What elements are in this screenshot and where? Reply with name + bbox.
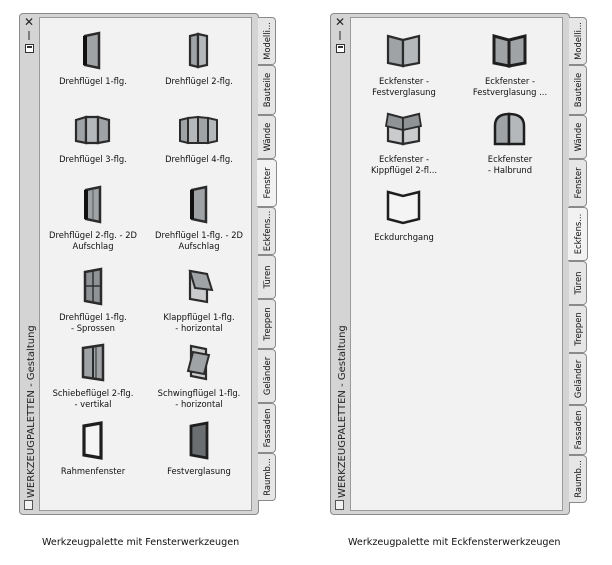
tab-raumbegrenzung[interactable]: Raumb...: [569, 455, 587, 503]
tool-schwingfluegel-horizontal[interactable]: Schwingflügel 1-flg. - horizontal: [146, 342, 252, 410]
corner-window-hopper-icon: [382, 108, 426, 150]
tool-klappfluegel-horizontal[interactable]: Klappflügel 1-flg. - horizontal: [146, 266, 252, 334]
tab-waende[interactable]: Wände: [569, 115, 587, 159]
palette-title: WERKZEUGPALETTEN - Gestaltung: [337, 325, 348, 498]
palette-menu-icon[interactable]: [24, 500, 33, 510]
fixed-glazing-icon: [179, 420, 219, 462]
corner-window-semicircular-icon: [488, 108, 532, 150]
tab-tueren[interactable]: Türen: [258, 255, 276, 299]
tab-fenster[interactable]: Fenster: [257, 159, 277, 207]
corner-opening-icon: [382, 186, 426, 228]
tool-drehfluegel-4flg[interactable]: Drehflügel 4-flg.: [146, 108, 252, 165]
awning-window-icon: [179, 266, 219, 308]
tab-modelli[interactable]: Modelli...: [569, 17, 587, 65]
tab-bauteile[interactable]: Bauteile: [258, 65, 276, 115]
tab-gelaender[interactable]: Geländer: [258, 349, 276, 403]
caption-right: Werkzeugpalette mit Eckfensterwerkzeugen: [348, 537, 561, 548]
tab-raumbegrenzung[interactable]: Raumb...: [258, 453, 276, 501]
double-casement-window-icon: [179, 30, 219, 72]
corner-window-fixed-2-icon: [488, 30, 532, 72]
tool-drehfluegel-sprossen[interactable]: Drehflügel 1-flg. - Sprossen: [40, 266, 146, 334]
tab-fenster[interactable]: Fenster: [569, 159, 587, 207]
tab-gelaender[interactable]: Geländer: [569, 353, 587, 405]
palette-tabs: [258, 13, 288, 515]
palette-content: [350, 17, 563, 511]
tool-palette-corner-windows: [330, 13, 598, 515]
auto-hide-icon[interactable]: |: [27, 31, 31, 41]
corner-window-fixed-icon: [382, 30, 426, 72]
tab-modelli[interactable]: Modelli...: [258, 17, 276, 65]
double-casement-2d-swing-icon: [73, 184, 113, 226]
tool-eckdurchgang[interactable]: Eckdurchgang: [351, 186, 457, 243]
tool-eckfenster-halbrund[interactable]: Eckfenster - Halbrund: [457, 108, 563, 176]
tool-drehfluegel-2flg[interactable]: Drehflügel 2-flg.: [146, 30, 252, 87]
tool-palette-windows: [19, 13, 287, 515]
close-icon[interactable]: ✕: [334, 15, 346, 29]
palette-title: WERKZEUGPALETTEN - Gestaltung: [26, 325, 37, 498]
palette-titlebar[interactable]: [331, 14, 349, 514]
tool-drehfluegel-2flg-2d[interactable]: Drehflügel 2-flg. - 2D Aufschlag: [40, 184, 146, 252]
pivot-window-icon: [179, 342, 219, 384]
caption-left: Werkzeugpalette mit Fensterwerkzeugen: [42, 537, 240, 548]
triple-casement-window-icon: [68, 108, 118, 150]
palette-titlebar[interactable]: [20, 14, 38, 514]
tab-eckfenster[interactable]: Eckfens...: [568, 207, 588, 261]
tool-eckfenster-festverglasung[interactable]: Eckfenster - Festverglasung: [351, 30, 457, 98]
palette-frame: [330, 13, 570, 515]
palette-tabs: [569, 13, 599, 515]
quad-casement-window-icon: [174, 108, 224, 150]
tab-fassaden[interactable]: Fassaden: [258, 403, 276, 453]
palette-menu-icon[interactable]: [335, 500, 344, 510]
tab-waende[interactable]: Wände: [258, 115, 276, 159]
tool-drehfluegel-1flg-2d[interactable]: Drehflügel 1-flg. - 2D Aufschlag: [146, 184, 252, 252]
auto-hide-icon[interactable]: |: [338, 31, 342, 41]
tab-treppen[interactable]: Treppen: [258, 299, 276, 349]
properties-icon[interactable]: [334, 43, 346, 55]
tool-eckfenster-festverglasung-2[interactable]: Eckfenster - Festverglasung ...: [457, 30, 563, 98]
tool-drehfluegel-3flg[interactable]: Drehflügel 3-flg.: [40, 108, 146, 165]
frame-window-icon: [73, 420, 113, 462]
properties-icon[interactable]: [23, 43, 35, 55]
palette-content: [39, 17, 252, 511]
tool-drehfluegel-1flg[interactable]: Drehflügel 1-flg.: [40, 30, 146, 87]
single-casement-window-icon: [73, 30, 113, 72]
casement-muntins-window-icon: [73, 266, 113, 308]
tab-eckfenster[interactable]: Eckfens...: [258, 207, 276, 255]
tab-tueren[interactable]: Türen: [569, 261, 587, 305]
single-casement-2d-swing-icon: [179, 184, 219, 226]
tab-fassaden[interactable]: Fassaden: [569, 405, 587, 455]
tool-festverglasung[interactable]: Festverglasung: [146, 420, 252, 477]
tab-treppen[interactable]: Treppen: [569, 305, 587, 353]
tool-eckfenster-kippfluegel[interactable]: Eckfenster - Kippflügel 2-fl...: [351, 108, 457, 176]
palette-frame: [19, 13, 259, 515]
tool-rahmenfenster[interactable]: Rahmenfenster: [40, 420, 146, 477]
tab-bauteile[interactable]: Bauteile: [569, 65, 587, 115]
tool-schiebefluegel-vertikal[interactable]: Schiebeflügel 2-flg. - vertikal: [40, 342, 146, 410]
close-icon[interactable]: ✕: [23, 15, 35, 29]
sliding-window-icon: [73, 342, 113, 384]
